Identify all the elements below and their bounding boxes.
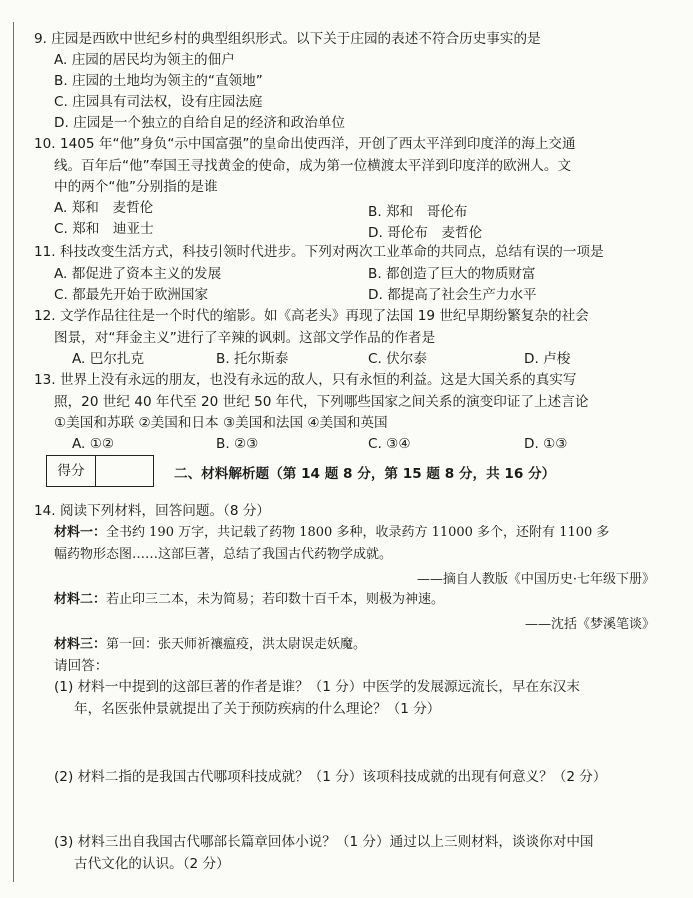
material-1-line1 bbox=[54, 524, 609, 542]
binding-margin-rule bbox=[13, 22, 14, 882]
question-9-option-d: D. 庄园是一个独立的自给自足的经济和政治单位 bbox=[54, 115, 345, 131]
question-14-stem: 14. 阅读下列材料，回答问题。（8 分） bbox=[34, 503, 271, 519]
question-12-option-c: C. 伏尔泰 bbox=[368, 351, 427, 367]
question-13-stem-line1: 13. 世界上没有永远的朋友，也没有永远的敌人，只有永恒的利益。这是大国关系的真实写 bbox=[34, 372, 577, 388]
section-title: 二、材料解析题（第 14 题 8 分，第 15 题 8 分，共 16 分） bbox=[174, 466, 556, 482]
question-11-option-a: A. 都促进了资本主义的发展 bbox=[54, 266, 222, 282]
question-9-option-b: B. 庄园的土地均为领主的“直领地” bbox=[54, 73, 263, 89]
question-10-stem-line1: 10. 1405 年“他”身负“示中国富强”的皇命出使西洋，开创了西太平洋到印度洋的海上交通 bbox=[34, 136, 576, 152]
material-3-label: 材料三： bbox=[54, 637, 107, 652]
question-12-stem-line1: 12. 文学作品往往是一个时代的缩影。如《高老头》再现了法国 19 世纪早期纷繁复杂的社会 bbox=[34, 308, 589, 324]
score-box bbox=[46, 455, 154, 487]
question-13-items: ①美国和苏联 ②美国和日本 ③美国和法国 ④美国和英国 bbox=[54, 415, 388, 431]
question-9-stem: 9. 庄园是西欧中世纪乡村的典型组织形式。以下关于庄园的表述不符合历史事实的是 bbox=[34, 31, 541, 47]
question-12-stem-line2: 图景，对“拜金主义”进行了辛辣的讽刺。这部文学作品的作者是 bbox=[54, 330, 436, 346]
question-11-option-d: D. 都提高了社会生产力水平 bbox=[368, 287, 537, 303]
question-13-stem-line2: 照，20 世纪 40 年代至 20 世纪 50 年代，下列哪些国家之间关系的演变印证了上述言论 bbox=[54, 394, 589, 410]
question-10-stem-line3: 中的两个“他”分别指的是谁 bbox=[54, 179, 218, 195]
sub-question-1-line1: (1) 材料一中提到的这部巨著的作者是谁？（1 分）中医学的发展源远流长，早在东汉末 bbox=[54, 679, 580, 695]
material-3-text: 第一回：张天师祈禳瘟疫，洪太尉误走妖魔。 bbox=[106, 637, 367, 652]
question-11-option-c: C. 都最先开始于欧洲国家 bbox=[54, 287, 209, 303]
material-1-source: ——摘自人教版《中国历史·七年级下册》 bbox=[416, 572, 655, 587]
question-10-option-d: D. 哥伦布 麦哲伦 bbox=[368, 225, 483, 241]
question-13-option-c: C. ③④ bbox=[368, 436, 411, 452]
sub-question-1-line2: 年，名医张仲景就提出了关于预防疾病的什么理论？（1 分） bbox=[74, 701, 441, 717]
answer-prompt: 请回答： bbox=[54, 658, 109, 674]
material-1-text-1: 全书约 190 万字，共记载了药物 1800 多种，收录药方 11000 多个，还附有 1100 多 bbox=[106, 525, 610, 540]
question-10-stem-line2: 线。百年后“他”奉国王寻找黄金的使命，成为第一位横渡太平洋到印度洋的欧洲人。文 bbox=[54, 158, 572, 174]
question-9-option-c: C. 庄园具有司法权，设有庄园法庭 bbox=[54, 94, 263, 110]
question-9-option-a: A. 庄园的居民均为领主的佃户 bbox=[54, 52, 235, 68]
question-13-option-a: A. ①② bbox=[72, 436, 115, 452]
question-10-option-a: A. 郑和 麦哲伦 bbox=[54, 200, 154, 216]
material-2-line bbox=[54, 591, 444, 609]
question-12-option-a: A. 巴尔扎克 bbox=[72, 351, 145, 367]
material-2-source: ——沈括《梦溪笔谈》 bbox=[524, 617, 655, 632]
question-11-option-b: B. 都创造了巨大的物质财富 bbox=[368, 266, 536, 282]
question-12-option-d: D. 卢梭 bbox=[524, 351, 571, 367]
question-12-option-b: B. 托尔斯泰 bbox=[216, 351, 289, 367]
sub-question-3-line2: 古代文化的认识。（2 分） bbox=[74, 856, 230, 872]
question-11-stem: 11. 科技改变生活方式，科技引领时代进步。下列对两次工业革命的共同点，总结有误的一项是 bbox=[34, 244, 604, 260]
score-label: 得分 bbox=[47, 456, 96, 486]
question-10-option-b: B. 郑和 哥伦布 bbox=[368, 204, 468, 220]
sub-question-3-line1: (3) 材料三出自我国古代哪部长篇章回体小说？（1 分）通过以上三则材料，谈谈你对中国 bbox=[54, 834, 594, 850]
question-10-option-c: C. 郑和 迪亚士 bbox=[54, 221, 154, 237]
material-2-label: 材料二： bbox=[54, 592, 107, 607]
material-3-line bbox=[54, 636, 366, 654]
question-13-option-b: B. ②③ bbox=[216, 436, 259, 452]
question-13-option-d: D. ①③ bbox=[524, 436, 568, 452]
material-1-line2: 幅药物形态图……这部巨著，总结了我国古代药物学成就。 bbox=[54, 547, 393, 562]
material-1-label: 材料一： bbox=[54, 525, 107, 540]
material-2-text: 若止印三二本，未为简易；若印数十百千本，则极为神速。 bbox=[106, 592, 445, 607]
sub-question-2: (2) 材料二指的是我国古代哪项科技成就？（1 分）该项科技成就的出现有何意义？（2 分） bbox=[54, 769, 607, 785]
